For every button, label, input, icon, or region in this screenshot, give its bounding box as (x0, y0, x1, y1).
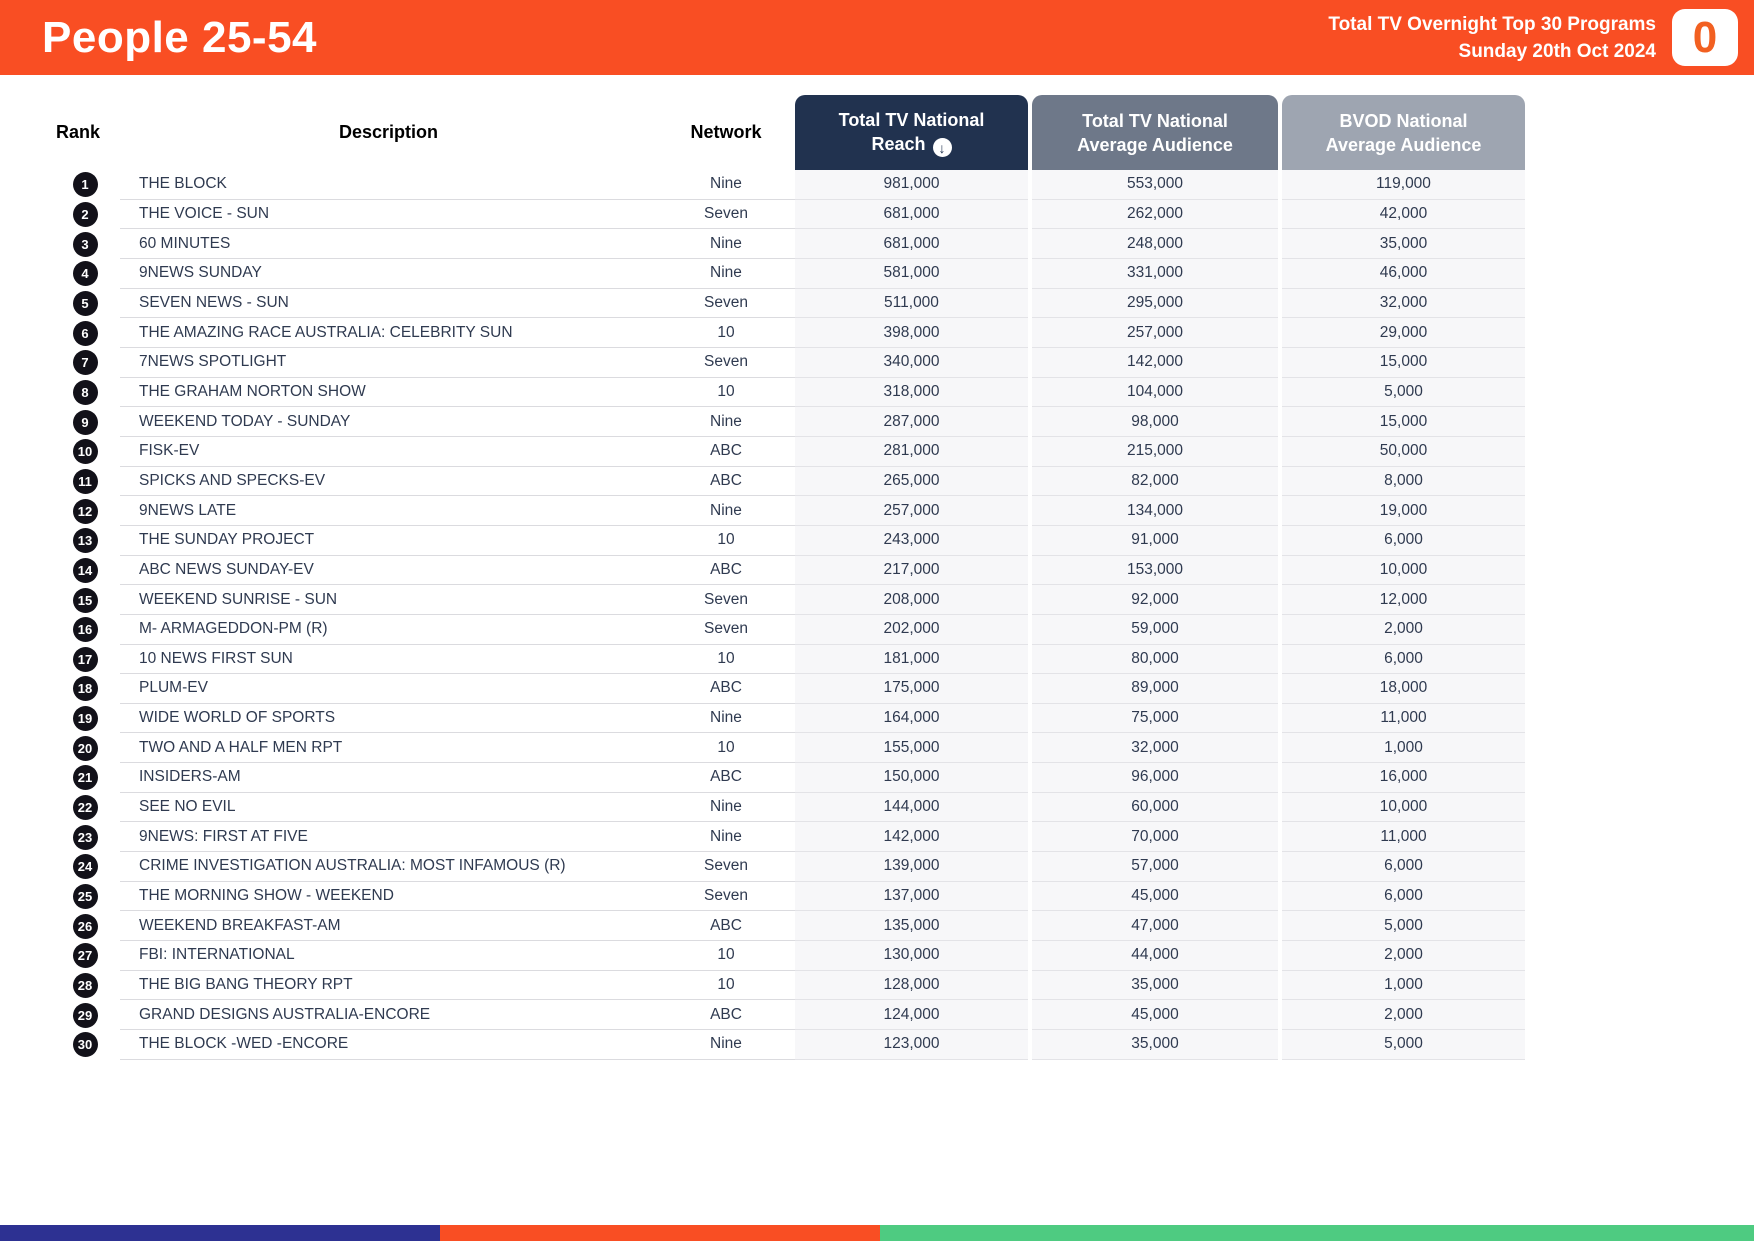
average-audience-cell: 82,000 (1032, 467, 1278, 497)
rank-cell (0, 200, 120, 230)
description-cell: THE BLOCK (120, 170, 657, 200)
rank-badge: 15 (73, 588, 98, 613)
rank-cell (0, 793, 120, 823)
table-header-row (0, 95, 1754, 170)
rank-badge: 29 (73, 1003, 98, 1028)
reach-cell: 581,000 (795, 259, 1028, 289)
rank-cell (0, 1000, 120, 1030)
reach-cell: 287,000 (795, 407, 1028, 437)
network-cell: 10 (657, 378, 795, 408)
average-audience-cell: 104,000 (1032, 378, 1278, 408)
rank-cell (0, 170, 120, 200)
average-audience-cell: 98,000 (1032, 407, 1278, 437)
bvod-audience-cell: 12,000 (1282, 585, 1525, 615)
description-cell: INSIDERS-AM (120, 763, 657, 793)
rank-badge: 26 (73, 914, 98, 939)
description-cell: WIDE WORLD OF SPORTS (120, 704, 657, 734)
rank-badge: 19 (73, 706, 98, 731)
bvod-audience-cell: 42,000 (1282, 200, 1525, 230)
rank-badge: 5 (73, 291, 98, 316)
table-row (0, 704, 1754, 734)
average-audience-cell: 553,000 (1032, 170, 1278, 200)
average-audience-cell: 45,000 (1032, 1000, 1278, 1030)
oztam-logo-glyph: 0 (1692, 12, 1718, 62)
description-cell: 9NEWS SUNDAY (120, 259, 657, 289)
rank-badge: 28 (73, 973, 98, 998)
average-audience-cell: 47,000 (1032, 911, 1278, 941)
table-row (0, 822, 1754, 852)
bvod-audience-cell: 15,000 (1282, 348, 1525, 378)
header-bar (0, 0, 1754, 75)
bvod-audience-cell: 1,000 (1282, 733, 1525, 763)
table-row (0, 318, 1754, 348)
average-audience-cell: 57,000 (1032, 852, 1278, 882)
rank-badge: 30 (73, 1032, 98, 1057)
description-cell: THE GRAHAM NORTON SHOW (120, 378, 657, 408)
average-audience-cell: 215,000 (1032, 437, 1278, 467)
description-cell: PLUM-EV (120, 674, 657, 704)
network-cell: Seven (657, 585, 795, 615)
bvod-audience-cell: 5,000 (1282, 1030, 1525, 1060)
reach-cell: 137,000 (795, 882, 1028, 912)
table-row (0, 793, 1754, 823)
rank-cell (0, 407, 120, 437)
network-cell: Seven (657, 852, 795, 882)
bvod-audience-cell: 2,000 (1282, 615, 1525, 645)
reach-cell: 123,000 (795, 1030, 1028, 1060)
network-cell: Nine (657, 229, 795, 259)
table-row (0, 645, 1754, 675)
bvod-audience-cell: 6,000 (1282, 852, 1525, 882)
rank-cell (0, 704, 120, 734)
average-audience-cell: 60,000 (1032, 793, 1278, 823)
description-cell: 60 MINUTES (120, 229, 657, 259)
description-cell: 10 NEWS FIRST SUN (120, 645, 657, 675)
description-cell: THE MORNING SHOW - WEEKEND (120, 882, 657, 912)
rank-badge: 23 (73, 825, 98, 850)
network-cell: Seven (657, 615, 795, 645)
reach-cell: 340,000 (795, 348, 1028, 378)
rank-badge: 3 (73, 232, 98, 257)
network-cell: ABC (657, 467, 795, 497)
reach-cell: 135,000 (795, 911, 1028, 941)
rank-badge: 13 (73, 528, 98, 553)
network-cell: Nine (657, 496, 795, 526)
reach-cell: 130,000 (795, 941, 1028, 971)
reach-cell: 175,000 (795, 674, 1028, 704)
reach-cell: 243,000 (795, 526, 1028, 556)
oztam-logo (1672, 9, 1738, 66)
table-row (0, 526, 1754, 556)
description-cell: TWO AND A HALF MEN RPT (120, 733, 657, 763)
rank-cell (0, 882, 120, 912)
bvod-audience-cell: 119,000 (1282, 170, 1525, 200)
reach-cell: 181,000 (795, 645, 1028, 675)
report-date: Sunday 20th Oct 2024 (1458, 40, 1656, 62)
rank-cell (0, 645, 120, 675)
reach-cell: 139,000 (795, 852, 1028, 882)
report-title: Total TV Overnight Top 30 Programs (1328, 13, 1656, 35)
bvod-audience-cell: 10,000 (1282, 556, 1525, 586)
rank-badge: 24 (73, 854, 98, 879)
average-audience-cell: 75,000 (1032, 704, 1278, 734)
average-audience-cell: 59,000 (1032, 615, 1278, 645)
table-row (0, 941, 1754, 971)
table-row (0, 1030, 1754, 1060)
column-header-total-tv-reach[interactable] (795, 95, 1028, 170)
table-row (0, 1000, 1754, 1030)
description-cell: WEEKEND TODAY - SUNDAY (120, 407, 657, 437)
average-audience-cell: 91,000 (1032, 526, 1278, 556)
table-body (0, 170, 1754, 1060)
reach-cell: 257,000 (795, 496, 1028, 526)
bvod-audience-cell: 6,000 (1282, 645, 1525, 675)
network-cell: 10 (657, 526, 795, 556)
rank-cell (0, 348, 120, 378)
rank-cell (0, 822, 120, 852)
network-cell: ABC (657, 911, 795, 941)
header-right (1328, 9, 1738, 66)
sort-descending-icon[interactable]: ↓ (933, 138, 952, 157)
rank-cell (0, 971, 120, 1001)
description-cell: FBI: INTERNATIONAL (120, 941, 657, 971)
network-cell: Seven (657, 200, 795, 230)
reach-header-line2: Reach ↓ (871, 132, 951, 158)
rank-badge: 14 (73, 558, 98, 583)
table-row (0, 378, 1754, 408)
column-header-description: Description (338, 122, 439, 142)
footer-bar-segment-blue (0, 1225, 440, 1241)
table-row (0, 733, 1754, 763)
bvod-audience-cell: 11,000 (1282, 704, 1525, 734)
rank-badge: 1 (73, 172, 98, 197)
description-cell: THE BIG BANG THEORY RPT (120, 971, 657, 1001)
bvod-audience-cell: 10,000 (1282, 793, 1525, 823)
description-cell: SEE NO EVIL (120, 793, 657, 823)
table-row (0, 170, 1754, 200)
bvod-audience-cell: 2,000 (1282, 941, 1525, 971)
network-cell: 10 (657, 645, 795, 675)
description-cell: GRAND DESIGNS AUSTRALIA-ENCORE (120, 1000, 657, 1030)
report-subtitle (1328, 11, 1656, 65)
network-cell: Seven (657, 882, 795, 912)
column-header-rank: Rank (55, 122, 100, 142)
rank-badge: 21 (73, 765, 98, 790)
average-audience-cell: 32,000 (1032, 733, 1278, 763)
network-cell: 10 (657, 941, 795, 971)
reach-cell: 217,000 (795, 556, 1028, 586)
table-row (0, 852, 1754, 882)
reach-cell: 281,000 (795, 437, 1028, 467)
rank-cell (0, 615, 120, 645)
bvod-audience-cell: 15,000 (1282, 407, 1525, 437)
rank-badge: 20 (73, 736, 98, 761)
reach-cell: 144,000 (795, 793, 1028, 823)
bvod-audience-cell: 8,000 (1282, 467, 1525, 497)
bvod-audience-cell: 11,000 (1282, 822, 1525, 852)
reach-cell: 981,000 (795, 170, 1028, 200)
network-cell: ABC (657, 437, 795, 467)
table-row (0, 971, 1754, 1001)
average-audience-cell: 262,000 (1032, 200, 1278, 230)
average-audience-cell: 331,000 (1032, 259, 1278, 289)
reach-cell: 318,000 (795, 378, 1028, 408)
bvod-audience-cell: 46,000 (1282, 259, 1525, 289)
network-cell: Nine (657, 793, 795, 823)
average-audience-cell: 248,000 (1032, 229, 1278, 259)
rank-badge: 7 (73, 350, 98, 375)
reach-cell: 202,000 (795, 615, 1028, 645)
bvod-audience-cell: 16,000 (1282, 763, 1525, 793)
table-row (0, 496, 1754, 526)
column-header-network: Network (690, 122, 762, 142)
rank-badge: 11 (73, 469, 98, 494)
average-audience-cell: 134,000 (1032, 496, 1278, 526)
rank-cell (0, 289, 120, 319)
rank-cell (0, 674, 120, 704)
table-row (0, 229, 1754, 259)
description-cell: WEEKEND BREAKFAST-AM (120, 911, 657, 941)
bvod-audience-cell: 18,000 (1282, 674, 1525, 704)
average-audience-cell: 295,000 (1032, 289, 1278, 319)
footer-bar-segment-orange (440, 1225, 880, 1241)
table-row (0, 763, 1754, 793)
bvod-audience-cell: 32,000 (1282, 289, 1525, 319)
network-cell: 10 (657, 971, 795, 1001)
rank-badge: 27 (73, 943, 98, 968)
average-audience-cell: 92,000 (1032, 585, 1278, 615)
bvod-audience-cell: 29,000 (1282, 318, 1525, 348)
rank-badge: 6 (73, 321, 98, 346)
average-audience-cell: 35,000 (1032, 1030, 1278, 1060)
table-row (0, 437, 1754, 467)
description-cell: WEEKEND SUNRISE - SUN (120, 585, 657, 615)
table-row (0, 407, 1754, 437)
network-cell: Seven (657, 289, 795, 319)
rank-badge: 17 (73, 647, 98, 672)
description-cell: THE AMAZING RACE AUSTRALIA: CELEBRITY SUN (120, 318, 657, 348)
rank-badge: 4 (73, 261, 98, 286)
rank-badge: 8 (73, 380, 98, 405)
bvod-audience-cell: 6,000 (1282, 882, 1525, 912)
reach-cell: 155,000 (795, 733, 1028, 763)
programs-table (0, 95, 1754, 1060)
bvod-audience-cell: 5,000 (1282, 911, 1525, 941)
description-cell: SPICKS AND SPECKS-EV (120, 467, 657, 497)
reach-header-line1: Total TV National (838, 109, 985, 130)
description-cell: 9NEWS LATE (120, 496, 657, 526)
rank-badge: 10 (73, 439, 98, 464)
network-cell: Nine (657, 259, 795, 289)
description-cell: THE SUNDAY PROJECT (120, 526, 657, 556)
table-row (0, 585, 1754, 615)
footer-color-bar (0, 1225, 1754, 1241)
average-audience-cell: 80,000 (1032, 645, 1278, 675)
rank-cell (0, 852, 120, 882)
bvod-audience-cell: 19,000 (1282, 496, 1525, 526)
rank-cell (0, 378, 120, 408)
table-row (0, 467, 1754, 497)
bvod-audience-cell: 50,000 (1282, 437, 1525, 467)
network-cell: Nine (657, 407, 795, 437)
rank-cell (0, 318, 120, 348)
table-row (0, 882, 1754, 912)
average-audience-cell: 153,000 (1032, 556, 1278, 586)
rank-cell (0, 467, 120, 497)
bvod-audience-cell: 2,000 (1282, 1000, 1525, 1030)
description-cell: CRIME INVESTIGATION AUSTRALIA: MOST INFAMOUS (R) (120, 852, 657, 882)
reach-cell: 681,000 (795, 200, 1028, 230)
description-cell: 7NEWS SPOTLIGHT (120, 348, 657, 378)
table-row (0, 674, 1754, 704)
network-cell: Seven (657, 348, 795, 378)
reach-cell: 265,000 (795, 467, 1028, 497)
rank-cell (0, 556, 120, 586)
column-header-total-tv-average-audience[interactable]: Total TV National Average Audience (1032, 95, 1278, 170)
network-cell: Nine (657, 704, 795, 734)
average-audience-cell: 35,000 (1032, 971, 1278, 1001)
average-audience-cell: 70,000 (1032, 822, 1278, 852)
reach-cell: 511,000 (795, 289, 1028, 319)
table-row (0, 615, 1754, 645)
average-audience-cell: 44,000 (1032, 941, 1278, 971)
column-header-bvod-average-audience[interactable]: BVOD National Average Audience (1282, 95, 1525, 170)
reach-cell: 128,000 (795, 971, 1028, 1001)
rank-cell (0, 941, 120, 971)
rank-cell (0, 585, 120, 615)
rank-cell (0, 437, 120, 467)
bvod-audience-cell: 5,000 (1282, 378, 1525, 408)
description-cell: THE BLOCK -WED -ENCORE (120, 1030, 657, 1060)
table-row (0, 259, 1754, 289)
rank-badge: 16 (73, 617, 98, 642)
network-cell: Nine (657, 1030, 795, 1060)
network-cell: Nine (657, 170, 795, 200)
average-audience-cell: 257,000 (1032, 318, 1278, 348)
rank-cell (0, 1030, 120, 1060)
reach-cell: 164,000 (795, 704, 1028, 734)
rank-badge: 18 (73, 676, 98, 701)
table-row (0, 348, 1754, 378)
bvod-audience-cell: 6,000 (1282, 526, 1525, 556)
table-row (0, 911, 1754, 941)
bvod-audience-cell: 1,000 (1282, 971, 1525, 1001)
network-cell: ABC (657, 1000, 795, 1030)
bvod-audience-cell: 35,000 (1282, 229, 1525, 259)
rank-cell (0, 911, 120, 941)
rank-cell (0, 526, 120, 556)
reach-cell: 150,000 (795, 763, 1028, 793)
reach-cell: 681,000 (795, 229, 1028, 259)
rank-cell (0, 259, 120, 289)
network-cell: ABC (657, 556, 795, 586)
rank-cell (0, 496, 120, 526)
network-cell: ABC (657, 674, 795, 704)
description-cell: SEVEN NEWS - SUN (120, 289, 657, 319)
average-audience-cell: 89,000 (1032, 674, 1278, 704)
footer-bar-segment-green (880, 1225, 1754, 1241)
description-cell: 9NEWS: FIRST AT FIVE (120, 822, 657, 852)
reach-cell: 208,000 (795, 585, 1028, 615)
description-cell: M- ARMAGEDDON-PM (R) (120, 615, 657, 645)
rank-badge: 9 (73, 410, 98, 435)
average-audience-cell: 96,000 (1032, 763, 1278, 793)
description-cell: FISK-EV (120, 437, 657, 467)
rank-cell (0, 733, 120, 763)
average-audience-cell: 142,000 (1032, 348, 1278, 378)
description-cell: ABC NEWS SUNDAY-EV (120, 556, 657, 586)
rank-badge: 2 (73, 202, 98, 227)
reach-cell: 124,000 (795, 1000, 1028, 1030)
rank-cell (0, 763, 120, 793)
description-cell: THE VOICE - SUN (120, 200, 657, 230)
average-audience-cell: 45,000 (1032, 882, 1278, 912)
table-row (0, 289, 1754, 319)
reach-cell: 142,000 (795, 822, 1028, 852)
table-row (0, 200, 1754, 230)
reach-cell: 398,000 (795, 318, 1028, 348)
rank-badge: 12 (73, 499, 98, 524)
network-cell: Nine (657, 822, 795, 852)
rank-cell (0, 229, 120, 259)
table-row (0, 556, 1754, 586)
rank-badge: 25 (73, 884, 98, 909)
network-cell: ABC (657, 763, 795, 793)
rank-badge: 22 (73, 795, 98, 820)
network-cell: 10 (657, 318, 795, 348)
network-cell: 10 (657, 733, 795, 763)
page-title: People 25-54 (42, 12, 318, 62)
